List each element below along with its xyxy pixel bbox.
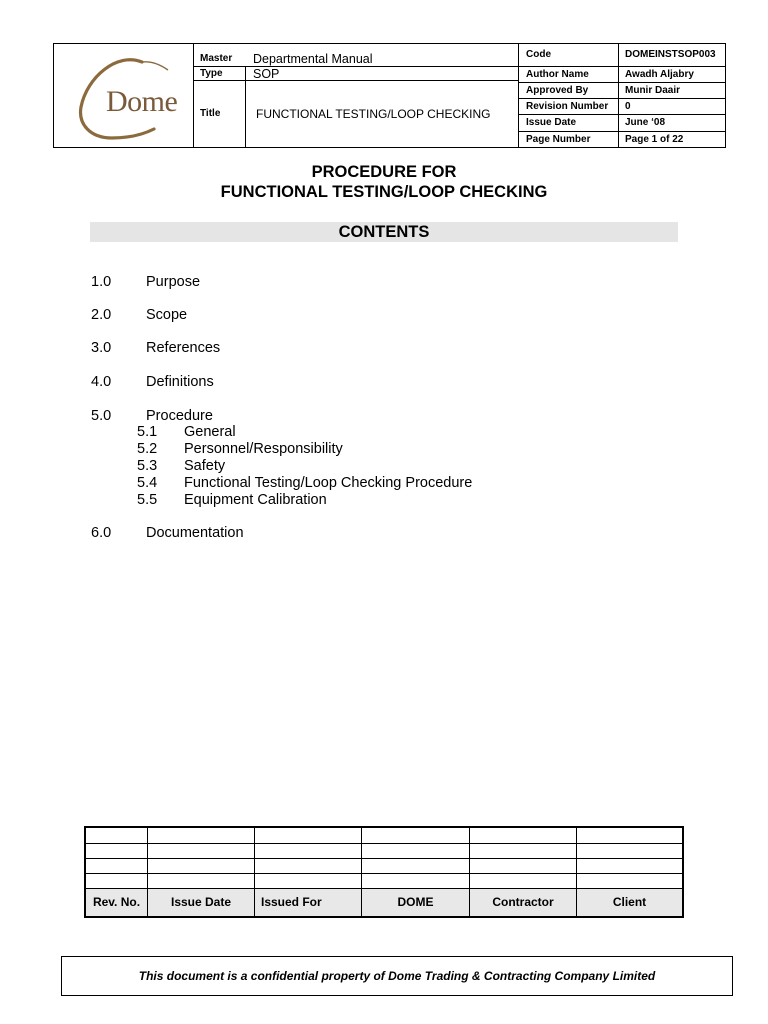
procedure-heading-line2: FUNCTIONAL TESTING/LOOP CHECKING bbox=[220, 183, 548, 201]
toc-subitem-safety: Safety bbox=[184, 458, 226, 474]
meta-value-author: Awadh Aljabry bbox=[625, 69, 694, 80]
toc-number: 4.0 bbox=[91, 374, 112, 390]
column-divider bbox=[254, 828, 255, 916]
meta-label-issue-date: Issue Date bbox=[526, 117, 577, 128]
toc-subitem-general: General bbox=[184, 424, 236, 440]
header-divider bbox=[518, 98, 726, 99]
header-divider bbox=[193, 80, 518, 81]
toc-subnumber: 5.5 bbox=[137, 492, 158, 508]
table-row bbox=[86, 843, 682, 844]
header-divider bbox=[518, 114, 726, 115]
type-label: Type bbox=[200, 68, 223, 79]
dome-logo bbox=[72, 52, 182, 140]
toc-item-scope: Scope bbox=[146, 307, 188, 323]
header-issued-for: Issued For bbox=[261, 895, 322, 909]
meta-value-approved: Munir Daair bbox=[625, 85, 681, 96]
revision-table bbox=[84, 826, 684, 918]
toc-number: 5.0 bbox=[91, 408, 112, 424]
header-rev-no: Rev. No. bbox=[92, 895, 141, 909]
document-header bbox=[53, 43, 726, 148]
toc-number: 6.0 bbox=[91, 525, 112, 541]
title-value: FUNCTIONAL TESTING/LOOP CHECKING bbox=[256, 107, 491, 121]
header-issue-date: Issue Date bbox=[170, 895, 232, 909]
type-value: SOP bbox=[253, 67, 280, 81]
master-value: Departmental Manual bbox=[253, 52, 373, 66]
toc-item-procedure: Procedure bbox=[146, 408, 213, 424]
toc-subitem-personnel: Personnel/Responsibility bbox=[184, 441, 343, 457]
toc-subnumber: 5.2 bbox=[137, 441, 158, 457]
logo-text: Dome bbox=[106, 85, 178, 118]
toc-item-definitions: Definitions bbox=[146, 374, 214, 390]
confidentiality-footer: This document is a confidential property of Dome Trading & Contracting Company Limited bbox=[61, 956, 733, 996]
toc-subitem-calibration: Equipment Calibration bbox=[184, 492, 327, 508]
meta-value-code: DOMEINSTSOP003 bbox=[625, 49, 716, 60]
toc-subitem-loop-checking: Functional Testing/Loop Checking Procedure bbox=[184, 475, 473, 491]
toc-number: 1.0 bbox=[91, 274, 112, 290]
toc-subnumber: 5.1 bbox=[137, 424, 158, 440]
header-divider bbox=[518, 131, 726, 132]
meta-label-revision: Revision Number bbox=[526, 101, 609, 112]
table-row bbox=[86, 858, 682, 859]
header-divider bbox=[518, 82, 726, 83]
meta-value-page: Page 1 of 22 bbox=[625, 134, 684, 145]
master-label: Master bbox=[200, 53, 233, 64]
header-divider bbox=[518, 66, 726, 67]
toc-number: 3.0 bbox=[91, 340, 112, 356]
toc-item-references: References bbox=[146, 340, 221, 356]
table-row bbox=[86, 873, 682, 874]
toc-subnumber: 5.3 bbox=[137, 458, 158, 474]
header-dome: DOME bbox=[397, 895, 434, 909]
meta-label-page: Page Number bbox=[526, 134, 591, 145]
toc-subnumber: 5.4 bbox=[137, 475, 158, 491]
meta-label-author: Author Name bbox=[526, 69, 589, 80]
header-divider bbox=[245, 67, 246, 147]
header-divider bbox=[193, 44, 194, 147]
toc-item-purpose: Purpose bbox=[146, 274, 201, 290]
title-label: Title bbox=[200, 108, 221, 119]
header-contractor: Contractor bbox=[492, 895, 554, 909]
header-divider bbox=[193, 66, 518, 67]
header-client: Client bbox=[612, 895, 647, 909]
meta-value-revision: 0 bbox=[625, 101, 631, 112]
meta-value-issue-date: June ‘08 bbox=[625, 117, 666, 128]
procedure-heading-line1: PROCEDURE FOR bbox=[311, 163, 457, 181]
meta-label-approved: Approved By bbox=[526, 85, 589, 96]
meta-label-code: Code bbox=[526, 49, 551, 60]
toc-number: 2.0 bbox=[91, 307, 112, 323]
toc-item-documentation: Documentation bbox=[146, 525, 244, 541]
contents-heading: CONTENTS bbox=[90, 222, 678, 242]
